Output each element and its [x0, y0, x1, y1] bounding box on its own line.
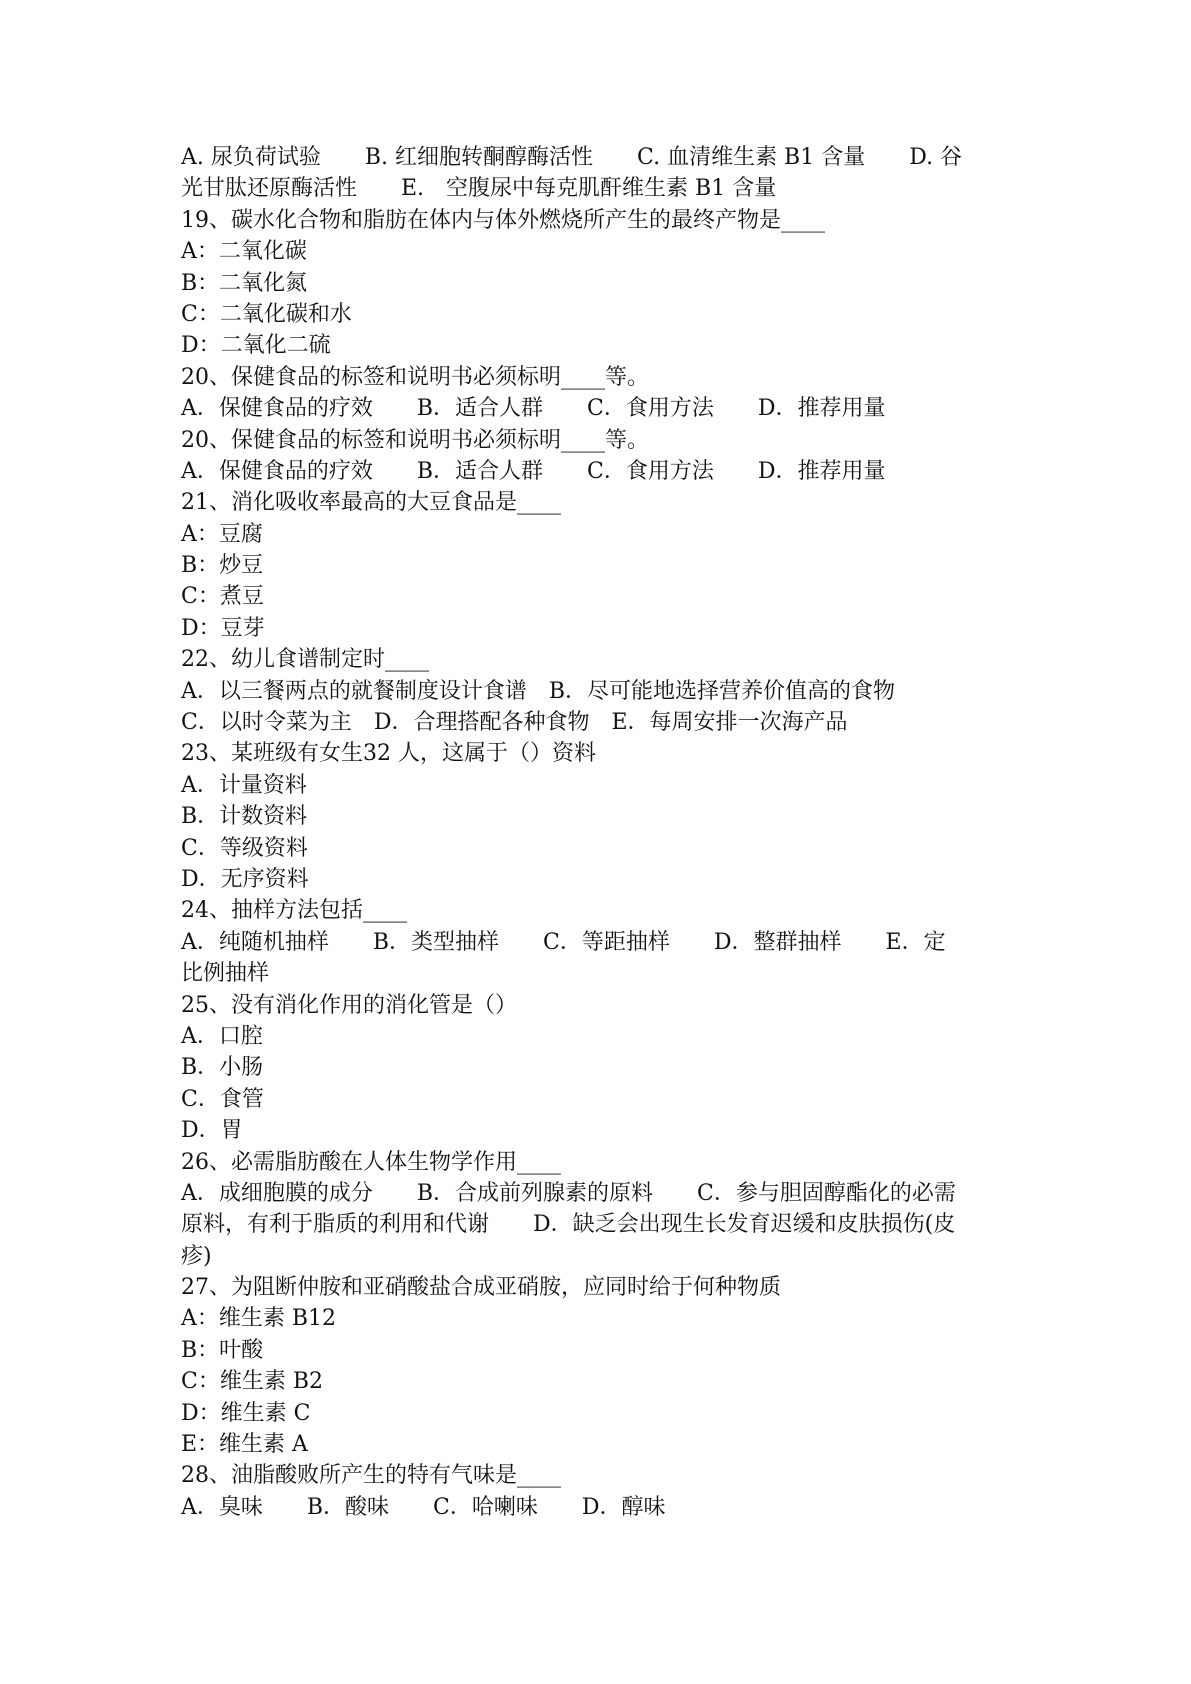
option-line: A．成细胞膜的成分 B．合成前列腺素的原料 C．参与胆固醇酯化的必需 [181, 1180, 956, 1206]
option-line: 疹) [181, 1243, 212, 1269]
option-line: D．无序资料 [181, 866, 309, 892]
question-19: 19、碳水化合物和脂肪在体内与体外燃烧所产生的最终产物是____ [181, 207, 825, 233]
option-line: A．口腔 [181, 1023, 263, 1049]
question-23: 23、某班级有女生32 人，这属于（）资料 [181, 741, 596, 767]
option-line: A．保健食品的疗效 B．适合人群 C．食用方法 D．推荐用量 [181, 458, 886, 484]
question-24: 24、抽样方法包括____ [181, 898, 407, 924]
question-27: 27、为阻断仲胺和亚硝酸盐合成亚硝胺，应同时给于何种物质 [181, 1275, 781, 1301]
text-line: A. 尿负荷试验 B. 红细胞转酮醇酶活性 C. 血清维生素 B1 含量 D. 谷 [181, 145, 963, 170]
option-line: A．臭味 B．酸味 C．哈喇味 D．醇味 [181, 1494, 666, 1520]
option-line: B．计数资料 [181, 804, 308, 830]
option-line: A．纯随机抽样 B．类型抽样 C．等距抽样 D．整群抽样 E．定 [181, 929, 946, 955]
question-20-repeat: 20、保健食品的标签和说明书必须标明____等。 [181, 427, 649, 453]
option-line: C．食管 [181, 1086, 264, 1112]
option-line: C：二氧化碳和水 [181, 301, 352, 327]
option-line: A．计量资料 [181, 772, 307, 798]
option-line: E：维生素 A [181, 1432, 308, 1458]
option-line: A：维生素 B12 [181, 1306, 337, 1332]
option-line: C：煮豆 [181, 584, 264, 610]
question-21: 21、消化吸收率最高的大豆食品是____ [181, 490, 561, 516]
question-28: 28、油脂酸败所产生的特有气味是____ [181, 1463, 561, 1489]
question-20: 20、保健食品的标签和说明书必须标明____等。 [181, 364, 649, 390]
option-line: D：维生素 C [181, 1400, 311, 1426]
option-line: C：维生素 B2 [181, 1369, 323, 1395]
text-line: 光甘肽还原酶活性 E. 空腹尿中每克肌酐维生素 B1 含量 [181, 176, 777, 202]
option-line: A：豆腐 [181, 521, 263, 547]
option-line: B：叶酸 [181, 1337, 264, 1363]
option-line: D：二氧化二硫 [181, 333, 331, 359]
option-line: A．以三餐两点的就餐制度设计食谱 B．尽可能地选择营养价值高的食物 [181, 678, 896, 704]
question-26: 26、必需脂肪酸在人体生物学作用____ [181, 1149, 561, 1175]
option-line: A：二氧化碳 [181, 239, 307, 265]
option-line: C．以时令菜为主 D．合理搭配各种食物 E．每周安排一次海产品 [181, 710, 848, 736]
option-line: A．保健食品的疗效 B．适合人群 C．食用方法 D．推荐用量 [181, 396, 886, 422]
option-line: 原料，有利于脂质的利用和代谢 D．缺乏会出现生长发育迟缓和皮肤损伤(皮 [181, 1212, 956, 1238]
document-body [181, 142, 1021, 1523]
option-line: 比例抽样 [181, 961, 270, 987]
question-25: 25、没有消化作用的消化管是（） [181, 992, 517, 1018]
option-line: D：豆芽 [181, 615, 265, 641]
option-line: B：二氧化氮 [181, 270, 308, 296]
option-line: B．小肠 [181, 1055, 264, 1081]
option-line: C．等级资料 [181, 835, 308, 861]
option-line: B：炒豆 [181, 553, 264, 579]
question-22: 22、幼儿食谱制定时____ [181, 647, 429, 673]
option-line: D．胃 [181, 1118, 243, 1144]
